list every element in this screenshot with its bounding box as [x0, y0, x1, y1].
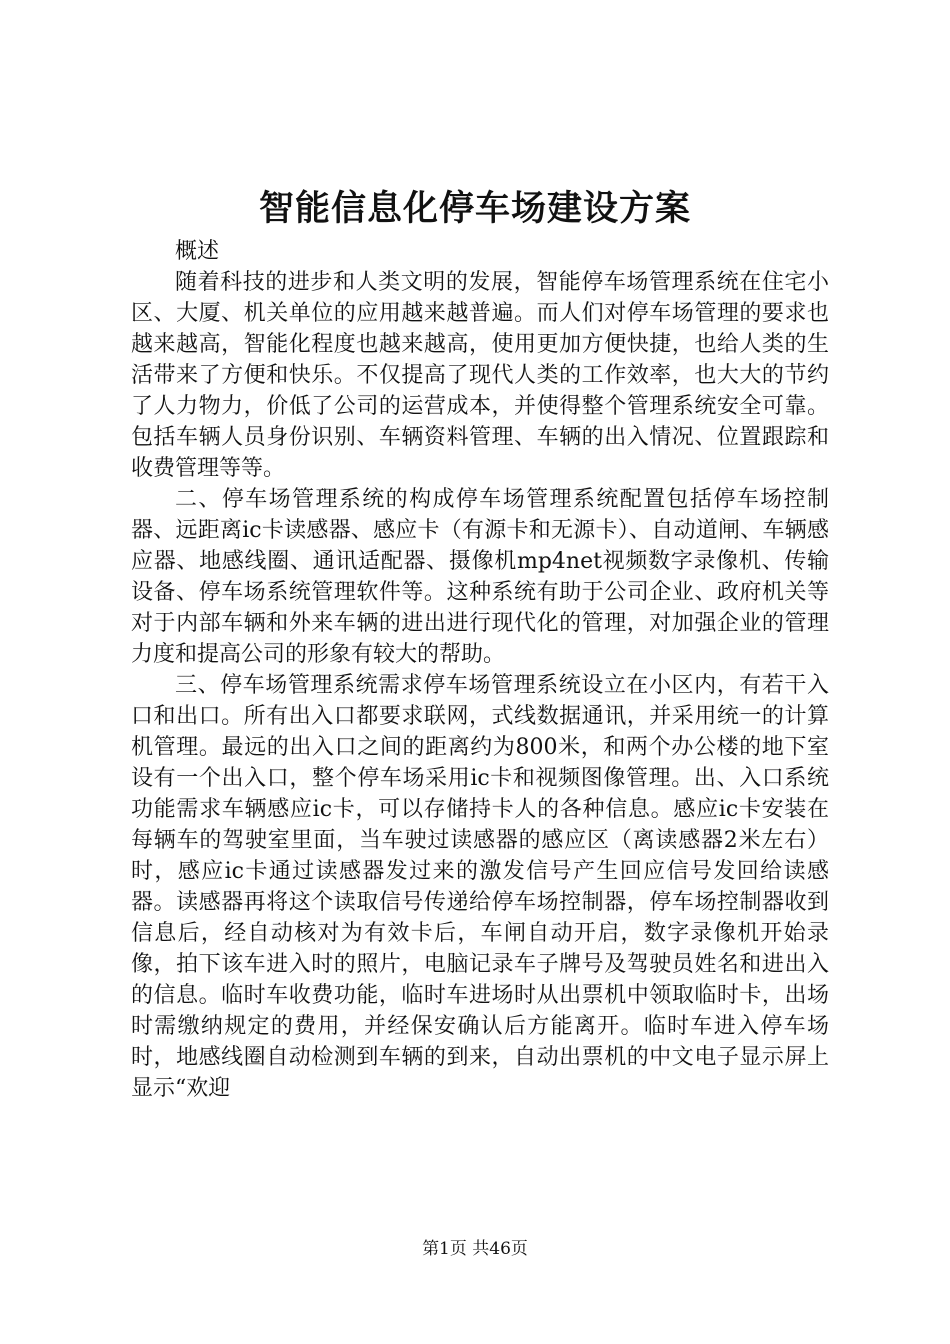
section-heading-overview: 概述	[175, 239, 220, 264]
paragraph-system-composition: 二、停车场管理系统的构成停车场管理系统配置包括停车场控制器、远距离ic卡读感器、感应卡（有源卡和无源卡）、自动道闸、车辆感应器、地感线圈、通讯适配器、摄像机mp4net视频数字录像机、传输设备、停车场系统管理软件等。这种系统有助于公司企业、政府机关等对于内部车辆和外来车辆的进出进行现代化的管理，对加强企业的管理力度和提高公司的形象有较大的帮助。	[131, 487, 829, 667]
document-title: 智能信息化停车场建设方案	[258, 188, 691, 229]
document-body	[131, 236, 829, 1104]
paragraph-intro: 随着科技的进步和人类文明的发展，智能停车场管理系统在住宅小区、大厦、机关单位的应用越来越普遍。而人们对停车场管理的要求也越来越高，智能化程度也越来越高，使用更加方便快捷，也给人类的生活带来了方便和快乐。不仅提高了现代人类的工作效率，也大大的节约了人力物力，价低了公司的运营成本，并使得整个管理系统安全可靠。包括车辆人员身份识别、车辆资料管理、车辆的出入情况、位置跟踪和收费管理等等。	[131, 270, 829, 481]
paragraph-system-requirements: 三、停车场管理系统需求停车场管理系统设立在小区内，有若干入口和出口。所有出入口都要求联网，式线数据通讯，并采用统一的计算机管理。最远的出入口之间的距离约为800米，和两个办公楼的地下室设有一个出入口，整个停车场采用ic卡和视频图像管理。出、入口系统功能需求车辆感应ic卡，可以存储持卡人的各种信息。感应ic卡安装在每辆车的驾驶室里面，当车驶过读感器的感应区（离读感器2米左右）时，感应ic卡通过读感器发过来的激发信号产生回应信号发回给读感器。读感器再将这个读取信号传递给停车场控制器，停车场控制器收到信息后，经自动核对为有效卡后，车闸自动开启，数字录像机开始录像，拍下该车进入时的照片，电脑记录车子牌号及驾驶员姓名和进出入的信息。临时车收费功能，临时车进场时从出票机中领取临时卡，出场时需缴纳规定的费用，并经保安确认后方能离开。临时车进入停车场时，地感线圈自动检测到车辆的到来，自动出票机的中文电子显示屏上显示“欢迎	[131, 673, 829, 1101]
page-footer: 第1页 共46页	[422, 1239, 528, 1259]
